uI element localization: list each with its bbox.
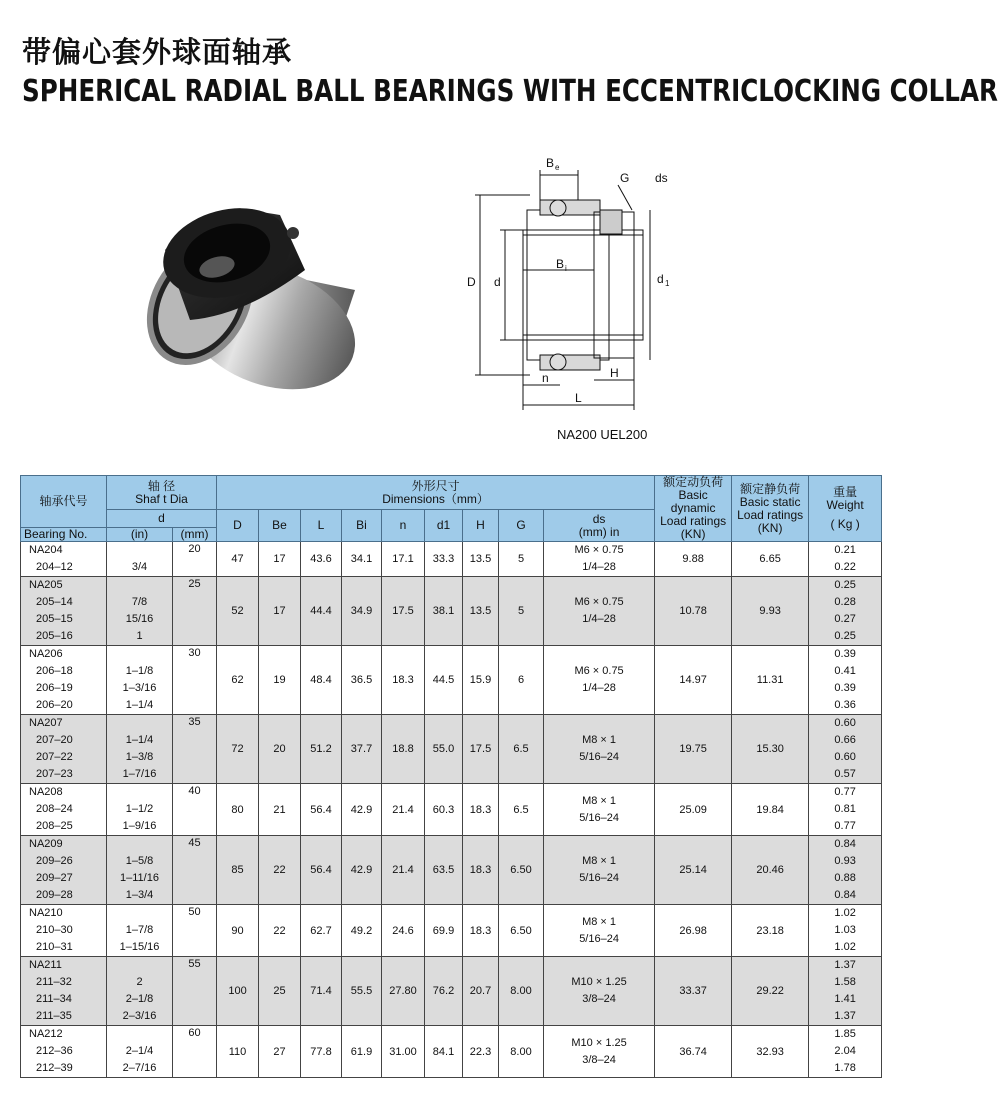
cell-d: 100 (217, 957, 259, 1026)
col-static-load: 额定静负荷 Basic static Load ratings (KN) (732, 476, 809, 542)
dim-H-label: H (610, 366, 619, 380)
cell-shaft-mm: 40 (173, 784, 217, 836)
cell-weight: 0.21 0.22 (809, 542, 882, 577)
cell-d1: 55.0 (425, 715, 463, 784)
cell-ds: M6 × 0.75 1/4–28 (544, 542, 655, 577)
cell-d1: 44.5 (425, 646, 463, 715)
cell-ds: M6 × 0.75 1/4–28 (544, 646, 655, 715)
col-shaft-mm: (mm) (173, 528, 217, 542)
cell-bi: 34.9 (342, 577, 382, 646)
cell-shaft-mm: 55 (173, 957, 217, 1026)
cell-bi: 37.7 (342, 715, 382, 784)
cell-bi: 42.9 (342, 836, 382, 905)
dim-n-label: n (542, 371, 549, 385)
cell-weight: 0.84 0.93 0.88 0.84 (809, 836, 882, 905)
cell-bearing-no: NA208 208–24 208–25 (21, 784, 107, 836)
svg-text:1: 1 (665, 279, 670, 288)
cell-shaft-mm: 45 (173, 836, 217, 905)
cell-shaft-mm: 50 (173, 905, 217, 957)
col-bearing-no: 轴承代号 (21, 476, 107, 528)
table-row (21, 784, 882, 836)
cell-d: 90 (217, 905, 259, 957)
bearing-photo (145, 195, 360, 405)
col-shaft-d: d (107, 510, 217, 528)
cell-g: 5 (499, 577, 544, 646)
cell-weight: 1.02 1.03 1.02 (809, 905, 882, 957)
cell-dynamic-load: 10.78 (655, 577, 732, 646)
cell-bi: 36.5 (342, 646, 382, 715)
cell-bearing-no: NA211 211–32 211–34 211–35 (21, 957, 107, 1026)
cell-l: 56.4 (301, 836, 342, 905)
col-H: H (463, 510, 499, 542)
cell-l: 48.4 (301, 646, 342, 715)
cell-g: 8.00 (499, 957, 544, 1026)
col-Bi: Bi (342, 510, 382, 542)
col-G: G (499, 510, 544, 542)
cell-g: 8.00 (499, 1026, 544, 1078)
drawing-caption: NA200 UEL200 (557, 427, 648, 442)
cell-shaft-mm: 25 (173, 577, 217, 646)
cell-l: 77.8 (301, 1026, 342, 1078)
cell-ds: M8 × 1 5/16–24 (544, 784, 655, 836)
cell-n: 18.3 (382, 646, 425, 715)
cell-n: 18.8 (382, 715, 425, 784)
table-row (21, 957, 882, 1026)
cell-static-load: 19.84 (732, 784, 809, 836)
cell-shaft-in: 2–1/4 2–7/16 (107, 1026, 173, 1078)
cell-ds: M6 × 0.75 1/4–28 (544, 577, 655, 646)
cell-static-load: 29.22 (732, 957, 809, 1026)
cell-be: 22 (259, 836, 301, 905)
cell-be: 21 (259, 784, 301, 836)
cell-d: 62 (217, 646, 259, 715)
cell-ds: M8 × 1 5/16–24 (544, 836, 655, 905)
cell-dynamic-load: 33.37 (655, 957, 732, 1026)
cell-n: 17.1 (382, 542, 425, 577)
table-row (21, 577, 882, 646)
cell-static-load: 23.18 (732, 905, 809, 957)
cell-be: 20 (259, 715, 301, 784)
cell-shaft-in: 1–1/2 1–9/16 (107, 784, 173, 836)
cell-bearing-no: NA207 207–20 207–22 207–23 (21, 715, 107, 784)
cell-g: 6.5 (499, 784, 544, 836)
col-L: L (301, 510, 342, 542)
col-dynamic-load: 额定动负荷 Basic dynamic Load ratings (KN) (655, 476, 732, 542)
cell-weight: 0.39 0.41 0.39 0.36 (809, 646, 882, 715)
cell-n: 21.4 (382, 784, 425, 836)
col-weight: 重量 Weight ( Kg ) (809, 476, 882, 542)
cell-dynamic-load: 19.75 (655, 715, 732, 784)
cell-weight: 0.25 0.28 0.27 0.25 (809, 577, 882, 646)
col-Be: Be (259, 510, 301, 542)
cell-bi: 55.5 (342, 957, 382, 1026)
cell-bearing-no: NA204 204–12 (21, 542, 107, 577)
cell-bearing-no: NA210 210–30 210–31 (21, 905, 107, 957)
cell-shaft-in: 7/8 15/16 1 (107, 577, 173, 646)
cell-bearing-no: NA212 212–36 212–39 (21, 1026, 107, 1078)
col-shaft: 轴 径 Shaf t Dia (107, 476, 217, 510)
cell-d: 52 (217, 577, 259, 646)
dim-ds-label: ds (655, 171, 668, 185)
cell-d1: 33.3 (425, 542, 463, 577)
cell-bearing-no: NA209 209–26 209–27 209–28 (21, 836, 107, 905)
cell-n: 17.5 (382, 577, 425, 646)
cell-bi: 61.9 (342, 1026, 382, 1078)
cell-shaft-mm: 20 (173, 542, 217, 577)
col-D: D (217, 510, 259, 542)
table-row (21, 715, 882, 784)
cell-ds: M8 × 1 5/16–24 (544, 715, 655, 784)
cell-d1: 38.1 (425, 577, 463, 646)
cell-bearing-no: NA206 206–18 206–19 206–20 (21, 646, 107, 715)
cell-shaft-mm: 30 (173, 646, 217, 715)
cell-l: 44.4 (301, 577, 342, 646)
cell-ds: M8 × 1 5/16–24 (544, 905, 655, 957)
cell-be: 17 (259, 542, 301, 577)
cell-d1: 69.9 (425, 905, 463, 957)
cell-g: 6.50 (499, 836, 544, 905)
cell-n: 21.4 (382, 836, 425, 905)
cell-shaft-in: 1–1/8 1–3/16 1–1/4 (107, 646, 173, 715)
cell-shaft-mm: 60 (173, 1026, 217, 1078)
cell-h: 17.5 (463, 715, 499, 784)
cell-dynamic-load: 36.74 (655, 1026, 732, 1078)
table-row (21, 1026, 882, 1078)
cell-bearing-no: NA205 205–14 205–15 205–16 (21, 577, 107, 646)
cell-d1: 76.2 (425, 957, 463, 1026)
cell-shaft-in: 1–1/4 1–3/8 1–7/16 (107, 715, 173, 784)
cell-weight: 1.85 2.04 1.78 (809, 1026, 882, 1078)
dim-d-label: d (494, 275, 501, 289)
dim-L-label: L (575, 391, 582, 405)
cell-g: 6 (499, 646, 544, 715)
page-title-cn: 带偏心套外球面轴承 (22, 35, 293, 69)
cell-l: 51.2 (301, 715, 342, 784)
cross-section-drawing (460, 140, 700, 430)
cell-be: 27 (259, 1026, 301, 1078)
cell-static-load: 6.65 (732, 542, 809, 577)
cell-h: 13.5 (463, 577, 499, 646)
cell-ds: M10 × 1.25 3/8–24 (544, 957, 655, 1026)
cell-d1: 84.1 (425, 1026, 463, 1078)
cell-shaft-mm: 35 (173, 715, 217, 784)
cell-d: 80 (217, 784, 259, 836)
cell-shaft-in: 1–5/8 1–11/16 1–3/4 (107, 836, 173, 905)
col-n: n (382, 510, 425, 542)
cell-n: 31.00 (382, 1026, 425, 1078)
cell-be: 19 (259, 646, 301, 715)
cell-static-load: 9.93 (732, 577, 809, 646)
cell-weight: 0.60 0.66 0.60 0.57 (809, 715, 882, 784)
cell-static-load: 20.46 (732, 836, 809, 905)
col-ds: ds (mm) in (544, 510, 655, 542)
cell-h: 22.3 (463, 1026, 499, 1078)
cell-d: 110 (217, 1026, 259, 1078)
cell-l: 62.7 (301, 905, 342, 957)
col-d1: d1 (425, 510, 463, 542)
cell-shaft-in: 2 2–1/8 2–3/16 (107, 957, 173, 1026)
cell-h: 15.9 (463, 646, 499, 715)
cell-bi: 34.1 (342, 542, 382, 577)
cell-g: 5 (499, 542, 544, 577)
col-shaft-in: (in) (107, 528, 173, 542)
svg-text:i: i (565, 264, 567, 273)
cell-l: 56.4 (301, 784, 342, 836)
cell-shaft-in: 3/4 (107, 542, 173, 577)
cell-dynamic-load: 14.97 (655, 646, 732, 715)
cell-bi: 42.9 (342, 784, 382, 836)
cell-dynamic-load: 26.98 (655, 905, 732, 957)
cell-d: 85 (217, 836, 259, 905)
cell-n: 24.6 (382, 905, 425, 957)
cell-g: 6.5 (499, 715, 544, 784)
col-bearing-no-en: Bearing No. (21, 528, 107, 542)
cell-l: 43.6 (301, 542, 342, 577)
cell-dynamic-load: 25.14 (655, 836, 732, 905)
cell-h: 20.7 (463, 957, 499, 1026)
cell-shaft-in: 1–7/8 1–15/16 (107, 905, 173, 957)
cell-h: 18.3 (463, 836, 499, 905)
table-row (21, 905, 882, 957)
cell-h: 13.5 (463, 542, 499, 577)
dim-bi-label: B (556, 257, 565, 271)
cell-dynamic-load: 25.09 (655, 784, 732, 836)
cell-static-load: 15.30 (732, 715, 809, 784)
cell-static-load: 11.31 (732, 646, 809, 715)
cell-d: 72 (217, 715, 259, 784)
table-row (21, 836, 882, 905)
spec-table (20, 475, 882, 1078)
cell-weight: 0.77 0.81 0.77 (809, 784, 882, 836)
dim-g-label: G (620, 171, 630, 185)
cell-d1: 63.5 (425, 836, 463, 905)
col-dimensions: 外形尺寸 Dimensions（mm） (217, 476, 655, 510)
cell-be: 22 (259, 905, 301, 957)
table-row (21, 542, 882, 577)
dim-be-label: B (546, 156, 555, 170)
svg-text:e: e (555, 163, 560, 172)
cell-h: 18.3 (463, 905, 499, 957)
dim-D-label: D (467, 275, 476, 289)
cell-d1: 60.3 (425, 784, 463, 836)
cell-ds: M10 × 1.25 3/8–24 (544, 1026, 655, 1078)
cell-static-load: 32.93 (732, 1026, 809, 1078)
dim-d1-label: d (657, 272, 664, 286)
cell-be: 25 (259, 957, 301, 1026)
table-row (21, 646, 882, 715)
cell-weight: 1.37 1.58 1.41 1.37 (809, 957, 882, 1026)
cell-n: 27.80 (382, 957, 425, 1026)
cell-dynamic-load: 9.88 (655, 542, 732, 577)
cell-g: 6.50 (499, 905, 544, 957)
page-title-en: SPHERICAL RADIAL BALL BEARINGS WITH ECCENTRICLOCKING COLLAR (22, 74, 998, 109)
cell-h: 18.3 (463, 784, 499, 836)
cell-d: 47 (217, 542, 259, 577)
cell-be: 17 (259, 577, 301, 646)
cell-bi: 49.2 (342, 905, 382, 957)
cell-l: 71.4 (301, 957, 342, 1026)
